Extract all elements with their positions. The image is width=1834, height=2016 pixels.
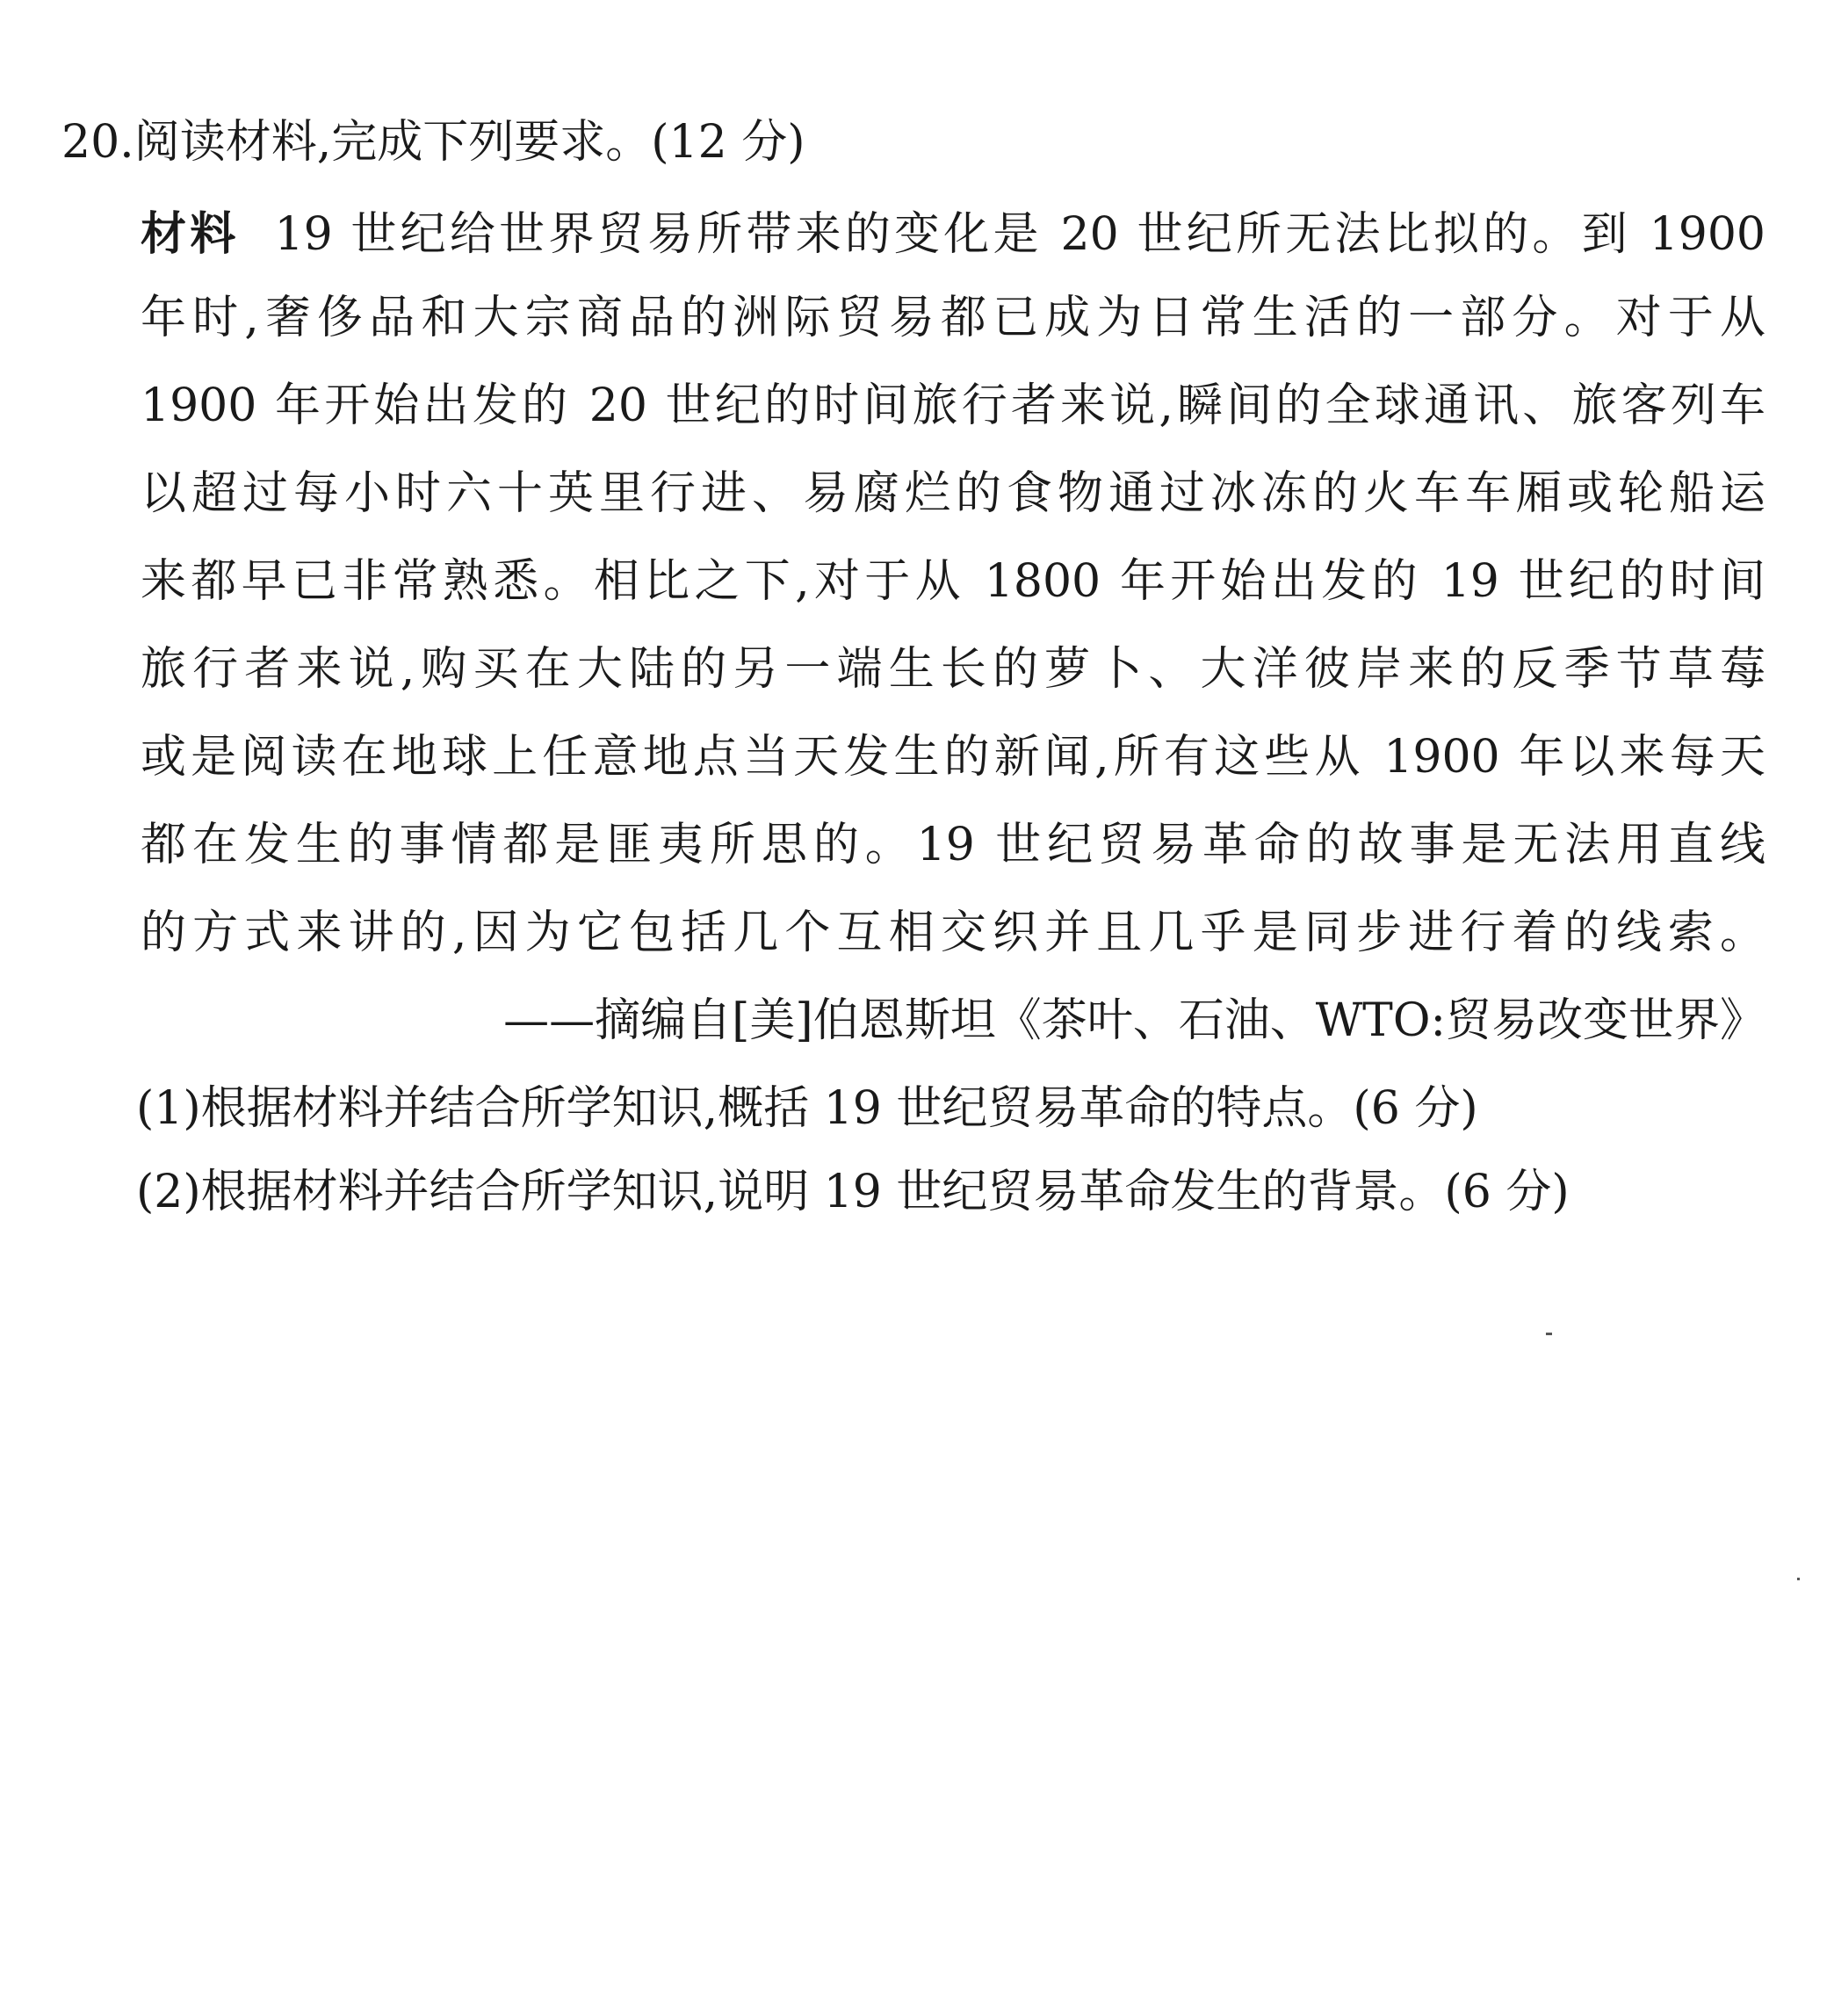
material-line-3: 1900 年开始出发的 20 世纪的时间旅行者来说,瞬间的全球通讯、旅客列车 [141, 379, 1765, 432]
material-line-4: 以超过每小时六十英里行进、易腐烂的食物通过冰冻的火车车厢或轮船运 [141, 467, 1765, 520]
material-line-5: 来都早已非常熟悉。相比之下,对于从 1800 年开始出发的 19 世纪的时间 [141, 555, 1765, 608]
sub-question-2: (2)根据材料并结合所学知识,说明 19 世纪贸易革命发生的背景。(6 分) [136, 1166, 1570, 1218]
material-line-7: 或是阅读在地球上任意地点当天发生的新闻,所有这些从 1900 年以来每天 [141, 731, 1765, 784]
scan-speck [1546, 1333, 1552, 1335]
question-header [61, 114, 805, 170]
material-line-2: 年时,奢侈品和大宗商品的洲际贸易都已成为日常生活的一部分。对于从 [141, 292, 1765, 344]
question-title: 阅读材料,完成下列要求。(12 分) [134, 116, 805, 169]
material-line-1 [141, 206, 1765, 263]
question-number: 20. [61, 116, 134, 169]
scan-speck [1797, 1578, 1800, 1580]
material-label: 材料 [141, 207, 240, 261]
sub-question-1: (1)根据材料并结合所学知识,概括 19 世纪贸易革命的特点。(6 分) [136, 1082, 1478, 1135]
material-line-8: 都在发生的事情都是匪夷所思的。19 世纪贸易革命的故事是无法用直线 [141, 819, 1765, 871]
material-text-1: 19 世纪给世界贸易所带来的变化是 20 世纪所无法比拟的。到 1900 [274, 208, 1765, 261]
material-line-6: 旅行者来说,购买在大陆的另一端生长的萝卜、大洋彼岸来的反季节草莓 [141, 643, 1765, 696]
material-source: ——摘编自[美]伯恩斯坦《茶叶、石油、WTO:贸易改变世界》 [503, 994, 1765, 1047]
material-line-9: 的方式来讲的,因为它包括几个互相交织并且几乎是同步进行着的线索。 [141, 907, 1765, 959]
